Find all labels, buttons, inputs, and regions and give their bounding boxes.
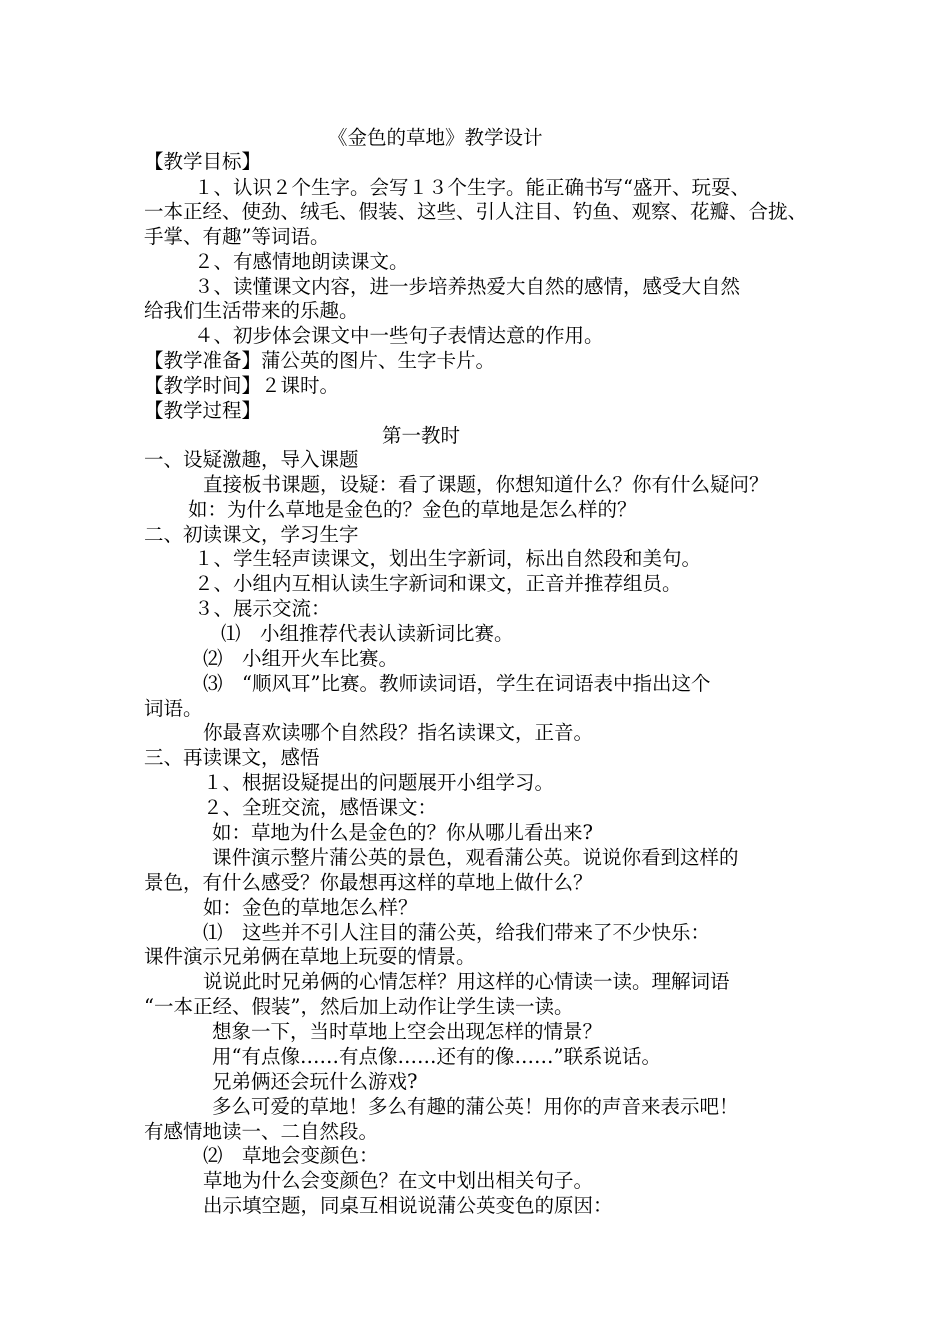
- text-line: 课件演示兄弟俩在草地上玩耍的情景。: [144, 945, 476, 968]
- text-line: 草地为什么会变颜色？在文中划出相关句子。: [203, 1169, 594, 1192]
- section-heading-time: 【教学时间】２课时。: [144, 374, 340, 397]
- text-line: 出示填空题，同桌互相说说蒲公英变色的原因：: [203, 1194, 613, 1217]
- step-heading: 一、设疑激趣，导入课题: [144, 448, 359, 471]
- lesson-subtitle: 第一教时: [382, 424, 461, 447]
- text-line: 一本正经、使劲、绒毛、假装、这些、引人注目、钓鱼、观察、花瓣、合拢、: [144, 200, 808, 223]
- text-line: ３、展示交流：: [194, 597, 331, 620]
- text-line: ⑵ 小组开火车比赛。: [203, 647, 399, 670]
- text-line: 如：金色的草地怎么样？: [203, 896, 418, 919]
- text-line: １、认识２个生字。会写１３个生字。能正确书写“盛开、玩耍、: [194, 176, 750, 199]
- text-line: 课件演示整片蒲公英的景色，观看蒲公英。说说你看到这样的: [212, 846, 739, 869]
- text-line: 说说此时兄弟俩的心情怎样？用这样的心情读一读。理解词语: [203, 970, 730, 993]
- text-line: １、根据设疑提出的问题展开小组学习。: [203, 771, 555, 794]
- step-heading: 二、初读课文，学习生字: [144, 523, 359, 546]
- text-line: 你最喜欢读哪个自然段？指名读课文，正音。: [203, 721, 594, 744]
- text-line: ４、初步体会课文中一些句子表情达意的作用。: [194, 324, 604, 347]
- text-line: ⑵ 草地会变颜色：: [203, 1144, 379, 1167]
- document-title: 《金色的草地》教学设计: [328, 126, 543, 149]
- step-heading: 三、再读课文，感悟: [144, 746, 320, 769]
- text-line: 手掌、有趣”等词语。: [144, 225, 330, 248]
- text-line: ⑴ 这些并不引人注目的蒲公英，给我们带来了不少快乐：: [203, 921, 711, 944]
- text-line: 有感情地读一、二自然段。: [144, 1120, 379, 1143]
- text-line: ２、小组内互相认读生字新词和课文，正音并推荐组员。: [194, 572, 682, 595]
- text-line: 想象一下，当时草地上空会出现怎样的情景？: [212, 1020, 603, 1043]
- text-line: １、学生轻声读课文，划出生字新词，标出自然段和美句。: [194, 547, 702, 570]
- text-line: “一本正经、假装”，然后加上动作让学生读一读。: [144, 995, 574, 1018]
- section-heading-process: 【教学过程】: [144, 399, 262, 422]
- text-line: 直接板书课题，设疑：看了课题，你想知道什么？你有什么疑问？: [203, 473, 769, 496]
- text-line: 景色，有什么感受？你最想再这样的草地上做什么？: [144, 871, 593, 894]
- text-line: 词语。: [144, 697, 203, 720]
- text-line: 如：为什么草地是金色的？金色的草地是怎么样的？: [188, 498, 637, 521]
- text-line: 给我们生活带来的乐趣。: [144, 299, 359, 322]
- text-line: 兄弟俩还会玩什么游戏?: [212, 1070, 418, 1093]
- text-line: 用“有点像……有点像……还有的像……”联系说话。: [212, 1045, 661, 1068]
- text-line: ３、读懂课文内容，进一步培养热爱大自然的感情，感受大自然: [194, 275, 741, 298]
- text-line: ⑶ “顺风耳”比赛。教师读词语，学生在词语表中指出这个: [203, 672, 711, 695]
- text-line: 如：草地为什么是金色的？你从哪儿看出来?: [212, 821, 593, 844]
- text-line: ２、全班交流，感悟课文：: [203, 796, 438, 819]
- text-line: 多么可爱的草地！多么有趣的蒲公英！用你的声音来表示吧！: [212, 1095, 739, 1118]
- text-line: ２、有感情地朗读课文。: [194, 250, 409, 273]
- text-line: ⑴ 小组推荐代表认读新词比赛。: [221, 622, 514, 645]
- section-heading-goals: 【教学目标】: [144, 150, 262, 173]
- section-heading-preparation: 【教学准备】蒲公英的图片、生字卡片。: [144, 349, 496, 372]
